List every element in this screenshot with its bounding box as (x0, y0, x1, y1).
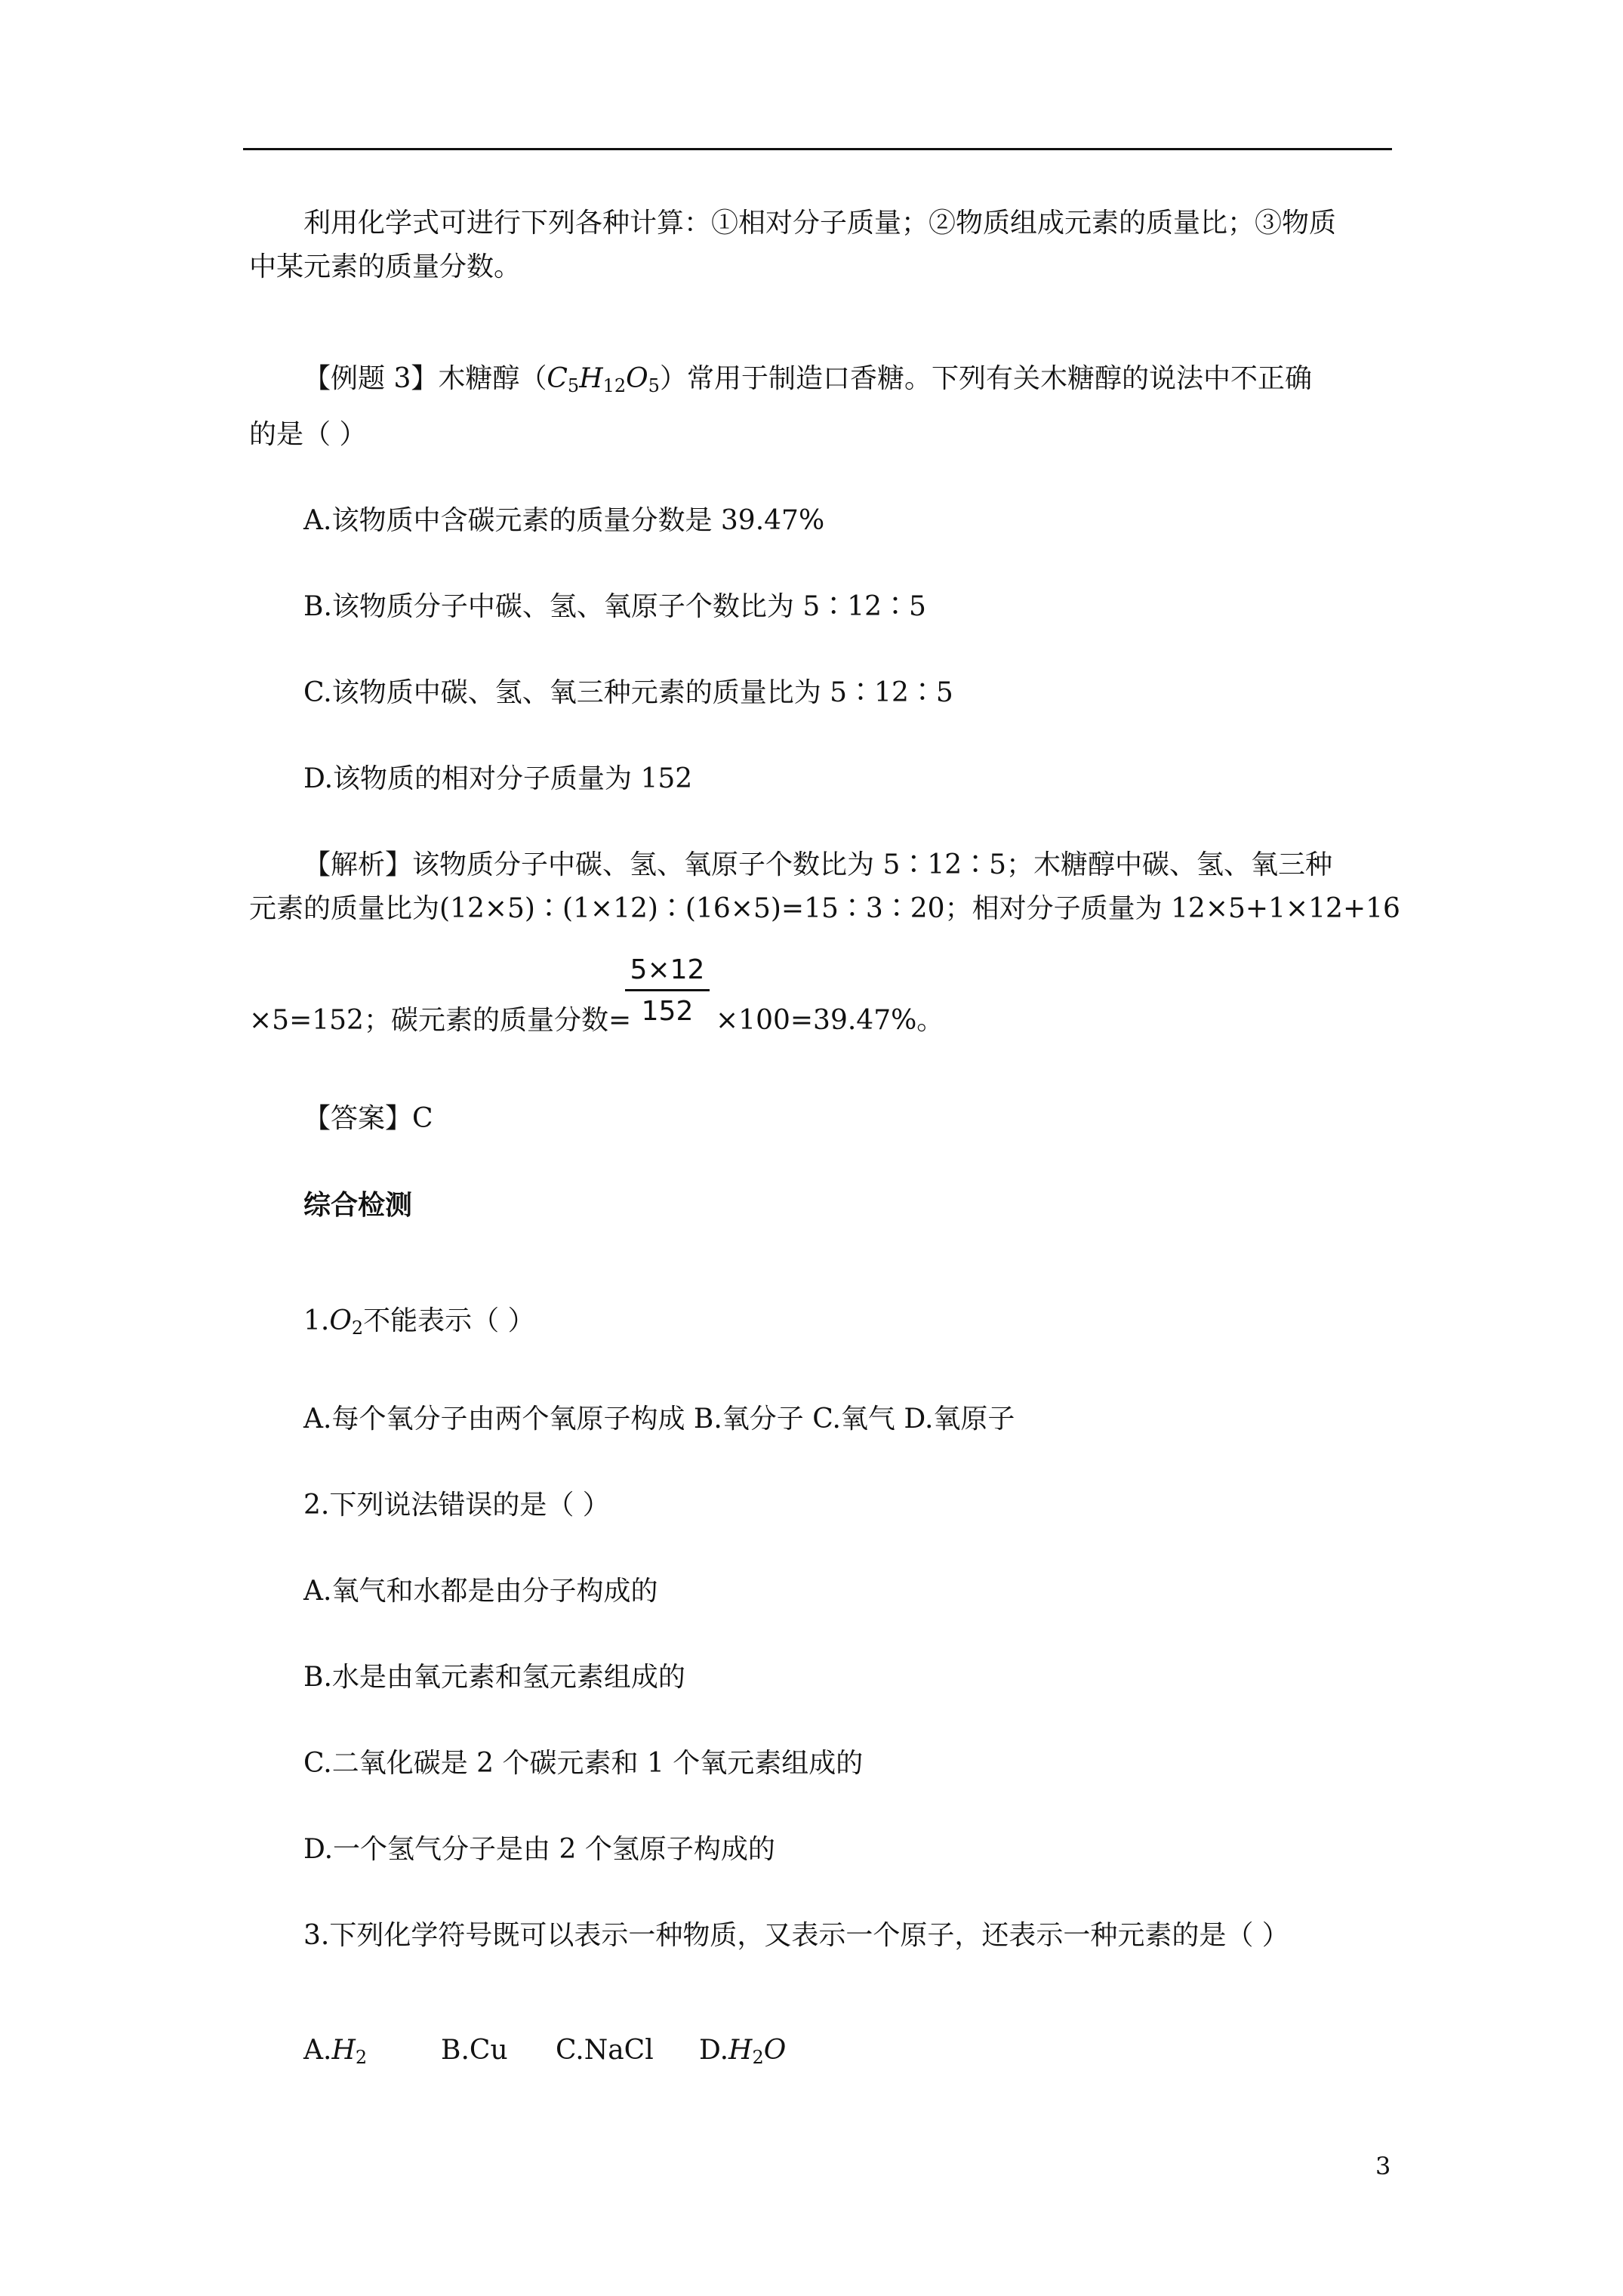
q2-option-c: C.二氧化碳是 2 个碳元素和 1 个氧元素组成的 (303, 1748, 864, 1779)
example-option-d: D.该物质的相对分子质量为 152 (303, 763, 693, 794)
analysis-line-1: 【解析】该物质分子中碳、氢、氧原子个数比为 5∶12∶5；木糖醇中碳、氢、氧三种 (303, 849, 1333, 880)
intro-line-2: 中某元素的质量分数。 (249, 251, 522, 282)
q3-option-a: $A.H_2$ (303, 2035, 368, 2068)
q1-suffix: 不能表示（ ） (363, 1305, 535, 1336)
example-option-c: C.该物质中碳、氢、氧三种元素的质量比为 5∶12∶5 (303, 677, 953, 708)
q3-option-c: C.NaCl (556, 2035, 654, 2066)
q2-option-b: B.水是由氧元素和氢元素组成的 (303, 1662, 685, 1693)
intro-line-1: 利用化学式可进行下列各种计算：①相对分子质量；②物质组成元素的质量比；③物质 (303, 208, 1337, 239)
example-question-line-1 (303, 362, 1312, 402)
analysis-line-3-post: ×100=39.47%。 (716, 1005, 944, 1036)
analysis-line-2: 元素的质量比为(12×5)∶(1×12)∶(16×5)=15∶3∶20；相对分子质量为 12×5+1×12+16 (249, 893, 1400, 924)
h2-formula: $H_2$ (331, 2035, 368, 2068)
fraction-numerator: 5×12 (625, 953, 710, 991)
q1-stem (303, 1305, 535, 1345)
fraction-denominator: 152 (641, 996, 694, 1027)
h2o-formula: $H_2O$ (728, 2035, 787, 2068)
section-title: 综合检测 (303, 1189, 413, 1221)
q1-number: 1. (303, 1305, 330, 1336)
example-option-b: B.该物质分子中碳、氢、氧原子个数比为 5∶12∶5 (303, 591, 926, 622)
example-question-prefix: 【例题 3】木糖醇（ (303, 363, 547, 394)
example-option-a: A.该物质中含碳元素的质量分数是 39.47% (303, 505, 825, 536)
carbon-fraction (625, 953, 710, 1029)
answer: 【答案】C (303, 1103, 433, 1134)
example-question-suffix: ）常用于制造口香糖。下列有关木糖醇的说法中不正确 (659, 363, 1312, 394)
oxygen-formula: $O_2$ (329, 1305, 364, 1339)
q3-option-d: $D.H_2O$ (699, 2035, 787, 2068)
q1-options: A.每个氧分子由两个氧原子构成 B.氧分子 C.氧气 D.氧原子 (303, 1404, 1015, 1435)
q2-stem: 2.下列说法错误的是（ ） (303, 1490, 610, 1521)
header-rule (243, 148, 1392, 150)
analysis-line-3-pre: ×5=152；碳元素的质量分数= (249, 1005, 632, 1036)
xylitol-formula: $C_5H_{12}O_5$ (547, 363, 660, 396)
page-number: 3 (1375, 2152, 1391, 2180)
q3-option-b: B.Cu (441, 2035, 508, 2066)
q3-stem: 3.下列化学符号既可以表示一种物质，又表示一个原子，还表示一种元素的是（ ） (303, 1920, 1289, 1951)
q2-option-d: D.一个氢气分子是由 2 个氢原子构成的 (303, 1834, 775, 1865)
q2-option-a: A.氧气和水都是由分子构成的 (303, 1576, 658, 1607)
example-question-line-2: 的是（ ） (249, 419, 367, 450)
